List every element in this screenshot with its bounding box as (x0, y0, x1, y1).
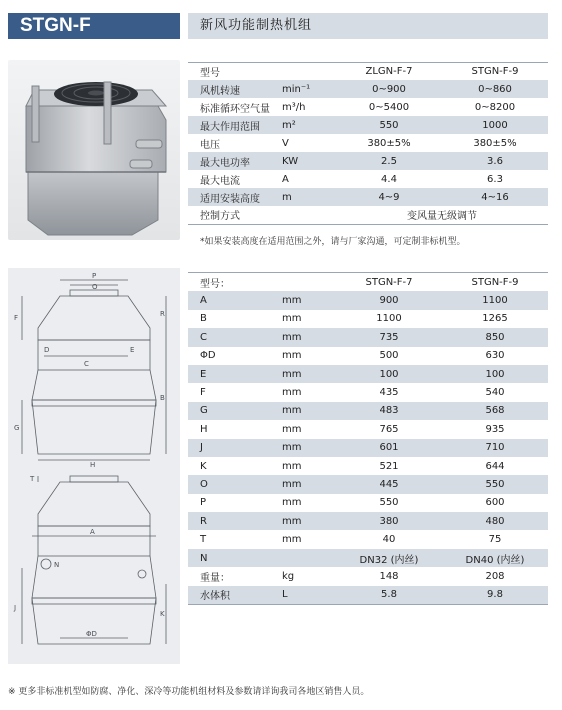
row-value-1: 4~9 (336, 188, 442, 206)
dim-label-d: D (44, 346, 50, 354)
table-row (188, 170, 548, 188)
row-label: E (188, 365, 278, 383)
table-row (188, 439, 548, 457)
row-value-2: 6.3 (487, 173, 503, 185)
spec-table (188, 62, 548, 225)
control-value: 变风量无级调节 (336, 206, 548, 224)
table-row (188, 457, 548, 475)
table-row (188, 567, 548, 585)
row-value-2: 9.8 (442, 586, 548, 604)
row-value-1: 0~900 (336, 80, 442, 98)
dim-label-b: B (160, 394, 165, 402)
spec-head-col2: STGN-F-9 (471, 65, 519, 77)
row-unit: min⁻¹ (278, 80, 336, 98)
dim-head-label: 型号： (200, 278, 230, 290)
row-label: K (200, 460, 207, 472)
table-row (188, 475, 548, 493)
row-label: B (200, 313, 207, 325)
spec-head-col1: ZLGN-F-7 (365, 65, 413, 77)
row-value-2: 4~16 (442, 188, 548, 206)
row-value-1: 765 (379, 423, 399, 435)
spec-table-head (188, 62, 548, 80)
table-row (188, 328, 548, 346)
row-value-2: 600 (485, 497, 505, 509)
row-value-1: 735 (336, 328, 442, 346)
row-unit: mm (278, 475, 336, 493)
row-unit: mm (278, 365, 336, 383)
dim-label-phid: ΦD (86, 630, 97, 638)
row-value-1: 2.5 (336, 152, 442, 170)
row-label: G (188, 402, 278, 420)
dim-label-g: G (14, 424, 20, 432)
dimension-table (188, 273, 548, 605)
dim-label-j: J (14, 604, 17, 612)
row-value-1: 445 (336, 475, 442, 493)
table-row (188, 530, 548, 548)
row-value-2: 850 (442, 328, 548, 346)
table-row (188, 549, 548, 567)
row-label: N (188, 549, 278, 567)
table-row (188, 494, 548, 512)
row-unit: A (282, 173, 289, 185)
row-unit: KW (278, 152, 336, 170)
row-value-1: 550 (379, 497, 399, 509)
row-value-2: 1265 (482, 313, 508, 325)
row-unit: mm (278, 512, 336, 530)
row-value-2: 1000 (442, 116, 548, 134)
dim-label-f: F (14, 314, 19, 322)
table-row (188, 586, 548, 604)
row-label: R (188, 512, 278, 530)
row-value-1: 601 (336, 439, 442, 457)
table-row (188, 420, 548, 438)
row-label: 最大电流 (200, 175, 240, 187)
row-unit: V (282, 137, 289, 149)
row-unit: mm (282, 387, 302, 399)
row-value-2: 3.6 (442, 152, 548, 170)
dim-label-c: C (84, 360, 89, 368)
dim-label-h: H (90, 461, 96, 469)
row-value-2: 0~860 (442, 80, 548, 98)
row-label: A (188, 291, 278, 309)
row-unit: mm (282, 350, 302, 362)
row-value-1: 148 (379, 570, 399, 582)
row-value-2: 550 (442, 475, 548, 493)
row-label: 电压 (200, 139, 220, 151)
row-value-1: 380 (336, 512, 442, 530)
row-value-2: 0~8200 (474, 101, 516, 113)
row-value-1: 4.4 (381, 173, 397, 185)
row-label: 标准循环空气量 (200, 103, 270, 115)
row-value-2: 644 (485, 460, 505, 472)
dim-label-e: E (130, 346, 135, 354)
product-photo (8, 60, 180, 240)
dim-table-head (188, 273, 548, 291)
row-unit: mm (282, 313, 302, 325)
row-unit: mm (282, 423, 302, 435)
row-unit: L (278, 586, 336, 604)
row-unit: mm (278, 328, 336, 346)
row-value-2: 75 (488, 534, 502, 546)
row-unit: mm (278, 402, 336, 420)
table-row (188, 98, 548, 116)
dimension-drawing-svg (8, 268, 180, 664)
row-value-1: 483 (336, 402, 442, 420)
dim-label-p: P (92, 272, 97, 280)
table-row (188, 365, 548, 383)
table-row (188, 116, 548, 134)
dim-head-col2: STGN-F-9 (471, 276, 519, 288)
table-row-control (188, 206, 548, 224)
row-value-2: 935 (485, 423, 505, 435)
dim-label-t: T (30, 475, 35, 483)
row-value-1: 900 (336, 291, 442, 309)
row-unit: m² (278, 116, 336, 134)
row-value-2: 568 (442, 402, 548, 420)
row-value-1: 550 (336, 116, 442, 134)
row-value-2: 710 (442, 439, 548, 457)
table-row (188, 402, 548, 420)
row-unit: m (278, 188, 336, 206)
install-height-note: *如果安装高度在适用范围之外，请与厂家沟通，可定制非标机型。 (200, 237, 466, 247)
row-value-1: 500 (379, 350, 399, 362)
dim-label-o: O (92, 283, 98, 291)
row-label: C (188, 328, 278, 346)
row-value-1: 0~5400 (368, 101, 410, 113)
row-label: P (200, 497, 207, 509)
table-row (188, 188, 548, 206)
table-row (188, 152, 548, 170)
row-value-2: 540 (485, 387, 505, 399)
control-label: 控制方式 (188, 206, 278, 224)
table-row (188, 291, 548, 309)
row-value-1: 100 (336, 365, 442, 383)
row-unit: m³/h (282, 101, 306, 113)
table-row (188, 383, 548, 401)
row-label: 重量： (200, 572, 230, 584)
row-unit (278, 549, 336, 567)
row-value-1: 5.8 (336, 586, 442, 604)
dim-label-n: N (54, 561, 60, 569)
row-label: F (200, 387, 206, 399)
row-value-2: DN40 (内丝) (442, 549, 548, 567)
row-value-2: 1100 (442, 291, 548, 309)
dim-head-col1: STGN-F-7 (365, 276, 413, 288)
row-unit: mm (282, 460, 302, 472)
dim-label-a: A (90, 528, 95, 536)
row-label: 水体积 (188, 586, 278, 604)
row-value-2: 630 (485, 350, 505, 362)
row-unit: mm (282, 534, 302, 546)
table-row (188, 310, 548, 328)
row-label: 适用安装高度 (188, 188, 278, 206)
row-unit: kg (282, 570, 295, 582)
row-value-1: 1100 (376, 313, 402, 325)
row-value-1: DN32 (内丝) (336, 549, 442, 567)
row-unit: mm (278, 439, 336, 457)
row-label: ΦD (200, 350, 216, 362)
row-value-2: 100 (442, 365, 548, 383)
dim-label-r: R (160, 310, 165, 318)
spec-head-label: 型号 (200, 67, 220, 79)
row-unit: mm (282, 497, 302, 509)
row-value-2: 480 (442, 512, 548, 530)
row-value-1: 521 (379, 460, 399, 472)
row-value-1: 380±5% (367, 137, 411, 149)
footer-note: ※ 更多非标准机型如防腐、净化、深冷等功能机组材料及参数请详询我司各地区销售人员。 (8, 687, 370, 697)
row-value-2: 380±5% (473, 137, 517, 149)
row-label: 风机转速 (188, 80, 278, 98)
table-row (188, 347, 548, 365)
row-unit: mm (278, 291, 336, 309)
table-row (188, 80, 548, 98)
row-value-2: 208 (485, 570, 505, 582)
row-label: 最大作用范围 (188, 116, 278, 134)
table-row (188, 512, 548, 530)
dimension-drawing (8, 268, 180, 664)
table-row (188, 134, 548, 152)
row-value-1: 40 (382, 534, 396, 546)
unit-illustration (8, 60, 180, 240)
row-value-1: 435 (379, 387, 399, 399)
model-badge: STGN-F (8, 13, 180, 39)
row-label: H (200, 423, 208, 435)
row-label: J (188, 439, 278, 457)
row-label: T (200, 534, 207, 546)
dim-label-k: K (160, 610, 165, 618)
product-title: 新风功能制热机组 (188, 13, 548, 39)
row-label: O (188, 475, 278, 493)
row-label: 最大电功率 (188, 152, 278, 170)
